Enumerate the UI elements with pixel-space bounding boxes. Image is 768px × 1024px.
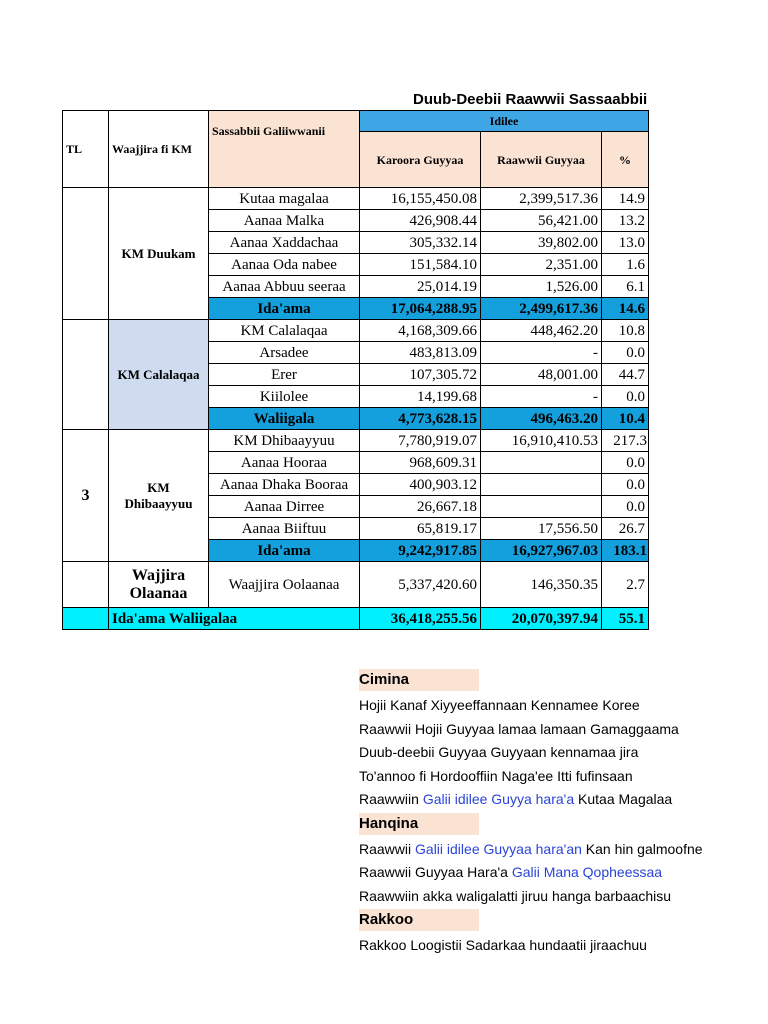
- cimina-line: Duub-deebii Guyyaa Guyyaan kennamaa jira: [359, 744, 639, 760]
- row-percent: 0.0: [602, 452, 649, 474]
- subtotal-name: Ida'ama: [209, 298, 360, 320]
- header-idilee: Idilee: [360, 111, 649, 132]
- group-tl: [63, 188, 109, 320]
- hanqina-text: Raawwii Guyyaa Hara'a: [359, 864, 512, 880]
- row-raawwii: [481, 496, 602, 518]
- row-raawwii: [481, 474, 602, 496]
- row-raawwii: 1,526.00: [481, 276, 602, 298]
- row-karoora: 65,819.17: [360, 518, 481, 540]
- group-label-dhibaayyuu: KM Dhibaayyuu: [109, 430, 209, 562]
- grand-total-label: Ida'ama Waliigalaa: [109, 608, 360, 630]
- row-percent: 13.0: [602, 232, 649, 254]
- row-karoora: 16,155,450.08: [360, 188, 481, 210]
- row-raawwii: 39,802.00: [481, 232, 602, 254]
- header-sassabbii: Sassabbii Galiiwwanii: [209, 111, 360, 188]
- cimina-line: To'annoo fi Hordooffiin Naga'ee Itti fufinsaan: [359, 767, 633, 784]
- subtotal-name: Ida'ama: [209, 540, 360, 562]
- rakkoo-heading: Rakkoo: [359, 909, 479, 931]
- header-raawwii: Raawwii Guyyaa: [481, 132, 602, 188]
- row-name: Aanaa Oda nabee: [209, 254, 360, 276]
- row-percent: 26.7: [602, 518, 649, 540]
- row-raawwii: [481, 452, 602, 474]
- row-karoora: 483,813.09: [360, 342, 481, 364]
- row-percent: 13.2: [602, 210, 649, 232]
- cimina-heading: Cimina: [359, 669, 479, 691]
- row-name: Waajjira Oolaanaa: [209, 562, 360, 608]
- group-tl: [63, 320, 109, 430]
- cimina-line: Raawwii Hojii Guyyaa lamaa lamaan Gamaggaama: [359, 720, 679, 737]
- row-karoora: 7,780,919.07: [360, 430, 481, 452]
- hanqina-text: Raawwii: [359, 840, 416, 857]
- hanqina-text: Kan hin galmoofne: [581, 840, 703, 857]
- row-raawwii: 48,001.00: [481, 364, 602, 386]
- grand-total-raawwii: 20,070,397.94: [481, 608, 602, 630]
- row-name: Aanaa Malka: [209, 210, 360, 232]
- group-tl: [63, 562, 109, 608]
- row-percent: 0.0: [602, 496, 649, 518]
- row-percent: 44.7: [602, 364, 649, 386]
- subtotal-raawwii: 16,927,967.03: [481, 540, 602, 562]
- row-name: Kiilolee: [209, 386, 360, 408]
- header-karoora: Karoora Guyyaa: [360, 132, 481, 188]
- cimina-text: Raawwiin: [359, 791, 423, 807]
- row-percent: 14.9: [602, 188, 649, 210]
- row-karoora: 400,903.12: [360, 474, 481, 496]
- subtotal-name: Waliigala: [209, 408, 360, 430]
- row-raawwii: 17,556.50: [481, 518, 602, 540]
- row-name: Arsadee: [209, 342, 360, 364]
- cimina-link-text: Galii idilee Guyya hara'a: [422, 791, 575, 807]
- row-percent: 1.6: [602, 254, 649, 276]
- row-raawwii: 146,350.35: [481, 562, 602, 608]
- notes-section: [359, 668, 703, 958]
- subtotal-raawwii: 496,463.20: [481, 408, 602, 430]
- row-name: Kutaa magalaa: [209, 188, 360, 210]
- revenue-table: [62, 110, 649, 630]
- subtotal-percent: 10.4: [602, 408, 649, 430]
- header-waajjira: Waajjira fi KM: [109, 111, 209, 188]
- hanqina-line: Raawwiin akka waligalatti jiruu hanga barbaachisu: [359, 887, 672, 904]
- row-karoora: 107,305.72: [360, 364, 481, 386]
- row-raawwii: -: [481, 342, 602, 364]
- row-percent: 2.7: [602, 562, 649, 608]
- header-tl: TL: [63, 111, 109, 188]
- header-percent: %: [602, 132, 649, 188]
- row-raawwii: 2,351.00: [481, 254, 602, 276]
- subtotal-karoora: 17,064,288.95: [360, 298, 481, 320]
- subtotal-raawwii: 2,499,617.36: [481, 298, 602, 320]
- group-label-olaanaa: Wajjira Olaanaa: [109, 562, 209, 608]
- cimina-text: Kutaa Magalaa: [574, 791, 673, 807]
- row-raawwii: 16,910,410.53: [481, 430, 602, 452]
- row-name: KM Dhibaayyuu: [209, 430, 360, 452]
- grand-total-tl: [63, 608, 109, 630]
- subtotal-percent: 14.6: [602, 298, 649, 320]
- row-name: Aanaa Biiftuu: [209, 518, 360, 540]
- row-percent: 10.8: [602, 320, 649, 342]
- subtotal-karoora: 9,242,917.85: [360, 540, 481, 562]
- row-name: Aanaa Xaddachaa: [209, 232, 360, 254]
- row-name: Aanaa Hooraa: [209, 452, 360, 474]
- row-raawwii: 2,399,517.36: [481, 188, 602, 210]
- row-name: Aanaa Dirree: [209, 496, 360, 518]
- hanqina-line: [359, 861, 663, 885]
- row-karoora: 305,332.14: [360, 232, 481, 254]
- row-percent: 0.0: [602, 386, 649, 408]
- row-raawwii: 56,421.00: [481, 210, 602, 232]
- row-name: Erer: [209, 364, 360, 386]
- row-raawwii: 448,462.20: [481, 320, 602, 342]
- row-karoora: 5,337,420.60: [360, 562, 481, 608]
- row-raawwii: -: [481, 386, 602, 408]
- group-label-duukam: KM Duukam: [109, 188, 209, 320]
- row-percent: 6.1: [602, 276, 649, 298]
- row-name: Aanaa Dhaka Booraa: [209, 474, 360, 496]
- row-karoora: 968,609.31: [360, 452, 481, 474]
- hanqina-link-text: Galii Mana Qopheessaa: [511, 864, 663, 880]
- row-percent: 0.0: [602, 342, 649, 364]
- row-percent: 0.0: [602, 474, 649, 496]
- row-karoora: 14,199.68: [360, 386, 481, 408]
- hanqina-link-text: Galii idilee Guyyaa hara'an: [415, 840, 582, 857]
- row-karoora: 4,168,309.66: [360, 320, 481, 342]
- report-title: Duub-Deebii Raawwii Sassaabbii: [413, 91, 648, 108]
- cimina-line: Hojii Kanaf Xiyyeeffannaan Kennamee Koree: [359, 697, 640, 713]
- grand-total-karoora: 36,418,255.56: [360, 608, 481, 630]
- row-name: Aanaa Abbuu seeraa: [209, 276, 360, 298]
- row-karoora: 25,014.19: [360, 276, 481, 298]
- row-karoora: 26,667.18: [360, 496, 481, 518]
- subtotal-percent: 183.1: [602, 540, 649, 562]
- group-label-calalaqaa: KM Calalaqaa: [109, 320, 209, 430]
- row-karoora: 151,584.10: [360, 254, 481, 276]
- cimina-line: [359, 788, 673, 812]
- row-karoora: 426,908.44: [360, 210, 481, 232]
- row-name: KM Calalaqaa: [209, 320, 360, 342]
- row-percent: 217.3: [602, 430, 649, 452]
- grand-total-percent: 55.1: [602, 608, 649, 630]
- group-tl: 3: [63, 430, 109, 562]
- hanqina-heading: Hanqina: [359, 813, 479, 835]
- subtotal-karoora: 4,773,628.15: [360, 408, 481, 430]
- rakkoo-line: Rakkoo Loogistii Sadarkaa hundaatii jiraachuu: [359, 937, 647, 953]
- hanqina-line: [359, 838, 703, 862]
